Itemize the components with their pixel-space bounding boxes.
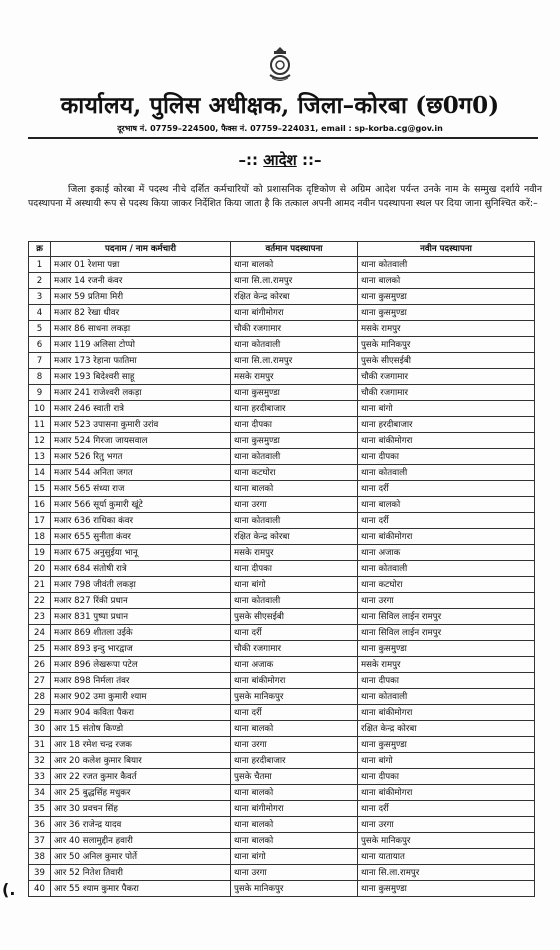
row-serial: 3 (29, 289, 51, 305)
row-new-posting: थाना कोतवाली (358, 689, 535, 705)
table-header-row (29, 242, 535, 257)
row-current-posting: थाना दीपका (231, 417, 358, 433)
row-new-posting: थाना बांकीमोगरा (358, 433, 535, 449)
row-current-posting: थाना कोतवाली (231, 513, 358, 529)
table-row (29, 465, 535, 481)
row-employee: मआर 898 निर्मला तंवर (51, 673, 231, 689)
row-current-posting: थाना बांगो (231, 577, 358, 593)
row-new-posting: पुसके मानिकपुर (358, 337, 535, 353)
table-row (29, 625, 535, 641)
row-current-posting: थाना उरगा (231, 865, 358, 881)
row-employee: मआर 173 रेहाना फातिमा (51, 353, 231, 369)
row-serial: 35 (29, 801, 51, 817)
table-row (29, 801, 535, 817)
row-serial: 26 (29, 657, 51, 673)
row-employee: मआर 902 उमा कुमारी श्याम (51, 689, 231, 705)
row-new-posting: थाना कुसमुण्डा (358, 305, 535, 321)
row-serial: 18 (29, 529, 51, 545)
row-employee: मआर 82 रेखा धीवर (51, 305, 231, 321)
row-new-posting: थाना कुसमुण्डा (358, 641, 535, 657)
row-employee: आर 22 रजत कुमार कैवर्त (51, 769, 231, 785)
row-current-posting: थाना बालको (231, 481, 358, 497)
row-employee: मआर 655 सुनीता कंवर (51, 529, 231, 545)
table-row (29, 721, 535, 737)
row-employee: मआर 193 बिदेश्वरी साहू (51, 369, 231, 385)
row-serial: 39 (29, 865, 51, 881)
row-new-posting: थाना बालको (358, 497, 535, 513)
row-employee: मआर 523 उपासना कुमारी उरांव (51, 417, 231, 433)
row-new-posting: थाना अजाक (358, 545, 535, 561)
row-current-posting: थाना कुसमुण्डा (231, 385, 358, 401)
row-current-posting: पुसके मानिकपुर (231, 689, 358, 705)
row-employee: मआर 14 रजनी कंवर (51, 273, 231, 289)
table-body (29, 257, 535, 897)
row-new-posting: थाना दर्री (358, 801, 535, 817)
row-serial: 31 (29, 737, 51, 753)
header-serial: क्र (29, 242, 51, 257)
row-employee: मआर 86 साधना लकड़ा (51, 321, 231, 337)
row-serial: 9 (29, 385, 51, 401)
table-row (29, 705, 535, 721)
order-heading-prefix: –:: (238, 151, 259, 169)
row-new-posting: रक्षित केन्द्र कोरबा (358, 721, 535, 737)
row-current-posting: थाना दर्री (231, 705, 358, 721)
row-serial: 27 (29, 673, 51, 689)
row-new-posting: थाना सिविल लाईन रामपुर (358, 625, 535, 641)
row-current-posting: रक्षित केन्द्र कोरबा (231, 289, 358, 305)
row-serial: 22 (29, 593, 51, 609)
row-new-posting: थाना दर्री (358, 513, 535, 529)
table-row (29, 273, 535, 289)
order-body-text: जिला इकाई कोरबा में पदस्थ नीचे दर्शित कर्मचारियों को प्रशासनिक दृष्टिकोण से अग्रिम आदेश पर्यन्त उनके नाम के सम्मुख दर्शाये नवीन पदस्थापना में अस्थायी रूप से पदस्थ किया जाकर निर्देशित किया जाता है कि तत्काल अपनी आमद नवीन पदस्थापना स्थल पर दिया जाना सुनिश्चित करें:– (28, 184, 542, 209)
header-divider (28, 137, 538, 139)
order-heading-suffix: ::– (301, 151, 322, 169)
row-serial: 40 (29, 881, 51, 897)
table-row (29, 321, 535, 337)
row-current-posting: पुसके सीएसईबी (231, 609, 358, 625)
row-new-posting: थाना बालको (358, 273, 535, 289)
row-current-posting: थाना उरगा (231, 497, 358, 513)
table-row (29, 577, 535, 593)
row-new-posting: थाना बांगो (358, 401, 535, 417)
table-row (29, 385, 535, 401)
table-row (29, 433, 535, 449)
row-current-posting: थाना दीपका (231, 561, 358, 577)
row-new-posting: चौकी रजगामार (358, 385, 535, 401)
table-row (29, 785, 535, 801)
office-title: कार्यालय, पुलिस अधीक्षक, जिला–कोरबा (छ0ग0) (60, 92, 500, 119)
row-current-posting: थाना उरगा (231, 737, 358, 753)
row-serial: 4 (29, 305, 51, 321)
row-serial: 37 (29, 833, 51, 849)
row-new-posting: थाना उरगा (358, 817, 535, 833)
table-row (29, 529, 535, 545)
row-serial: 2 (29, 273, 51, 289)
row-employee: आर 36 राजेन्द्र यादव (51, 817, 231, 833)
row-employee: मआर 246 स्वाती रात्रे (51, 401, 231, 417)
table-row (29, 289, 535, 305)
header-new-posting: नवीन पदस्थापना (358, 242, 535, 257)
row-new-posting: पुसके सीएसईबी (358, 353, 535, 369)
row-serial: 25 (29, 641, 51, 657)
row-current-posting: थाना बालको (231, 721, 358, 737)
table-row (29, 481, 535, 497)
table-row (29, 673, 535, 689)
row-current-posting: थाना कटघोरा (231, 465, 358, 481)
row-employee: मआर 01 रेशमा पन्ना (51, 257, 231, 273)
row-serial: 20 (29, 561, 51, 577)
row-current-posting: पुसके मानिकपुर (231, 881, 358, 897)
row-employee: मआर 119 अलिसा टोप्पो (51, 337, 231, 353)
row-new-posting: थाना दीपका (358, 449, 535, 465)
row-new-posting: थाना सि.ला.रामपुर (358, 865, 535, 881)
row-serial: 34 (29, 785, 51, 801)
row-current-posting: थाना बांगो (231, 849, 358, 865)
margin-mark: (. (2, 880, 16, 899)
row-current-posting: थाना सि.ला.रामपुर (231, 273, 358, 289)
row-serial: 28 (29, 689, 51, 705)
row-current-posting: थाना कुसमुण्डा (231, 433, 358, 449)
transfer-table (28, 241, 535, 897)
order-heading (0, 150, 560, 170)
contact-line: दूरभाष नं. 07759–224500, फैक्स नं. 07759–224031, email : sp-korba.cg@gov.in (117, 124, 443, 133)
table-row (29, 305, 535, 321)
table-row (29, 545, 535, 561)
row-current-posting: थाना दर्री (231, 625, 358, 641)
row-current-posting: थाना हरदीबाजार (231, 753, 358, 769)
row-employee: आर 40 सलामुद्दीन हवारी (51, 833, 231, 849)
order-heading-text: आदेश (263, 151, 297, 169)
row-serial: 24 (29, 625, 51, 641)
table-row (29, 369, 535, 385)
row-serial: 14 (29, 465, 51, 481)
row-serial: 5 (29, 321, 51, 337)
row-current-posting: रक्षित केन्द्र कोरबा (231, 529, 358, 545)
row-employee: मआर 636 राधिका कंवर (51, 513, 231, 529)
row-employee: मआर 831 पुष्पा प्रधान (51, 609, 231, 625)
row-serial: 16 (29, 497, 51, 513)
row-employee: आर 25 बुद्धसिंह मधुकर (51, 785, 231, 801)
row-serial: 6 (29, 337, 51, 353)
row-serial: 8 (29, 369, 51, 385)
row-current-posting: थाना कोतवाली (231, 593, 358, 609)
row-new-posting: थाना यातायात (358, 849, 535, 865)
row-employee: आर 55 श्याम कुमार पैकरा (51, 881, 231, 897)
row-current-posting: थाना बांगीमोगरा (231, 305, 358, 321)
table-row (29, 769, 535, 785)
table-row (29, 817, 535, 833)
row-new-posting: थाना कुसमुण्डा (358, 289, 535, 305)
row-current-posting: पुसके चैतमा (231, 769, 358, 785)
row-current-posting: थाना अजाक (231, 657, 358, 673)
table-row (29, 449, 535, 465)
row-employee: आर 50 अनिल कुमार पोर्ते (51, 849, 231, 865)
row-new-posting: थाना बांगो (358, 753, 535, 769)
row-serial: 32 (29, 753, 51, 769)
row-serial: 21 (29, 577, 51, 593)
row-current-posting: थाना बालको (231, 785, 358, 801)
row-employee: मआर 59 प्रतिमा मिरी (51, 289, 231, 305)
table-row (29, 593, 535, 609)
table-row (29, 401, 535, 417)
row-current-posting: थाना सि.ला.रामपुर (231, 353, 358, 369)
row-new-posting: थाना सिविल लाईन रामपुर (358, 609, 535, 625)
row-current-posting: थाना कोतवाली (231, 337, 358, 353)
row-current-posting: थाना बांकीमोगरा (231, 673, 358, 689)
row-serial: 15 (29, 481, 51, 497)
table-row (29, 849, 535, 865)
row-employee: मआर 675 अनुसुईया भानू (51, 545, 231, 561)
table-row (29, 561, 535, 577)
table-row (29, 337, 535, 353)
row-serial: 12 (29, 433, 51, 449)
row-current-posting: थाना कोतवाली (231, 449, 358, 465)
row-current-posting: चौकी रजगामार (231, 321, 358, 337)
row-new-posting: थाना कोतवाली (358, 257, 535, 273)
row-serial: 36 (29, 817, 51, 833)
row-employee: मआर 904 कविता पैकरा (51, 705, 231, 721)
table-row (29, 353, 535, 369)
table-row (29, 689, 535, 705)
row-current-posting: थाना बांगीमोगरा (231, 801, 358, 817)
row-employee: मआर 544 अनिता जगत (51, 465, 231, 481)
row-new-posting: मसके रामपुर (358, 657, 535, 673)
row-new-posting: थाना बांकीमोगरा (358, 705, 535, 721)
row-serial: 29 (29, 705, 51, 721)
row-employee: मआर 798 जीवंती लकड़ा (51, 577, 231, 593)
table-row (29, 833, 535, 849)
row-employee: आर 30 प्रवचन सिंह (51, 801, 231, 817)
row-employee: आर 52 नितेश तिवारी (51, 865, 231, 881)
row-serial: 30 (29, 721, 51, 737)
row-employee: मआर 684 संतोषी रात्रे (51, 561, 231, 577)
table-row (29, 497, 535, 513)
row-serial: 17 (29, 513, 51, 529)
row-employee: मआर 524 गिरजा जायसवाल (51, 433, 231, 449)
table-row (29, 417, 535, 433)
order-body (28, 183, 542, 210)
row-current-posting: थाना बालको (231, 833, 358, 849)
row-serial: 33 (29, 769, 51, 785)
row-employee: मआर 565 संध्या राज (51, 481, 231, 497)
row-employee: मआर 893 इन्दु भारद्वाज (51, 641, 231, 657)
row-employee: आर 20 कलेश कुमार बियार (51, 753, 231, 769)
table-row (29, 257, 535, 273)
table-row (29, 865, 535, 881)
table-row (29, 881, 535, 897)
row-current-posting: मसके रामपुर (231, 545, 358, 561)
table-row (29, 609, 535, 625)
table-row (29, 753, 535, 769)
row-current-posting: चौकी रजगामार (231, 641, 358, 657)
row-serial: 11 (29, 417, 51, 433)
row-current-posting: थाना हरदीबाजार (231, 401, 358, 417)
table-row (29, 737, 535, 753)
row-employee: मआर 827 रिंकी प्रधान (51, 593, 231, 609)
row-employee: मआर 566 सूर्या कुमारी खूंटे (51, 497, 231, 513)
row-new-posting: थाना दीपका (358, 769, 535, 785)
table-row (29, 657, 535, 673)
table-row (29, 641, 535, 657)
row-new-posting: मसके रामपुर (358, 321, 535, 337)
row-employee: मआर 869 शीतला उईके (51, 625, 231, 641)
row-new-posting: थाना कुसमुण्डा (358, 737, 535, 753)
row-serial: 19 (29, 545, 51, 561)
row-current-posting: थाना बालको (231, 257, 358, 273)
row-employee: मआर 896 लेखरूपा पटेल (51, 657, 231, 673)
row-new-posting: थाना दीपका (358, 673, 535, 689)
row-new-posting: थाना बांकीमोगरा (358, 785, 535, 801)
header-employee: पदनाम / नाम कर्मचारी (51, 242, 231, 257)
row-new-posting: थाना बांकीमोगरा (358, 529, 535, 545)
row-serial: 7 (29, 353, 51, 369)
row-new-posting: चौकी रजगामार (358, 369, 535, 385)
row-serial: 10 (29, 401, 51, 417)
header-current-posting: वर्तमान पदस्थापना (231, 242, 358, 257)
row-new-posting: पुसके मानिकपुर (358, 833, 535, 849)
row-current-posting: थाना बालको (231, 817, 358, 833)
row-employee: आर 15 संतोष किण्डो (51, 721, 231, 737)
row-new-posting: थाना कटघोरा (358, 577, 535, 593)
row-new-posting: थाना हरदीबाजार (358, 417, 535, 433)
row-serial: 1 (29, 257, 51, 273)
row-new-posting: थाना कोतवाली (358, 465, 535, 481)
row-new-posting: थाना उरगा (358, 593, 535, 609)
row-current-posting: मसके रामपुर (231, 369, 358, 385)
row-serial: 23 (29, 609, 51, 625)
row-new-posting: थाना दर्री (358, 481, 535, 497)
police-emblem-icon (265, 45, 295, 83)
row-employee: आर 18 रमेश चन्द्र रजक (51, 737, 231, 753)
row-employee: मआर 241 राजेश्वरी लकड़ा (51, 385, 231, 401)
table-row (29, 513, 535, 529)
row-employee: मआर 526 रितु भगत (51, 449, 231, 465)
row-new-posting: थाना कुसमुण्डा (358, 881, 535, 897)
row-serial: 13 (29, 449, 51, 465)
row-serial: 38 (29, 849, 51, 865)
row-new-posting: थाना कोतवाली (358, 561, 535, 577)
